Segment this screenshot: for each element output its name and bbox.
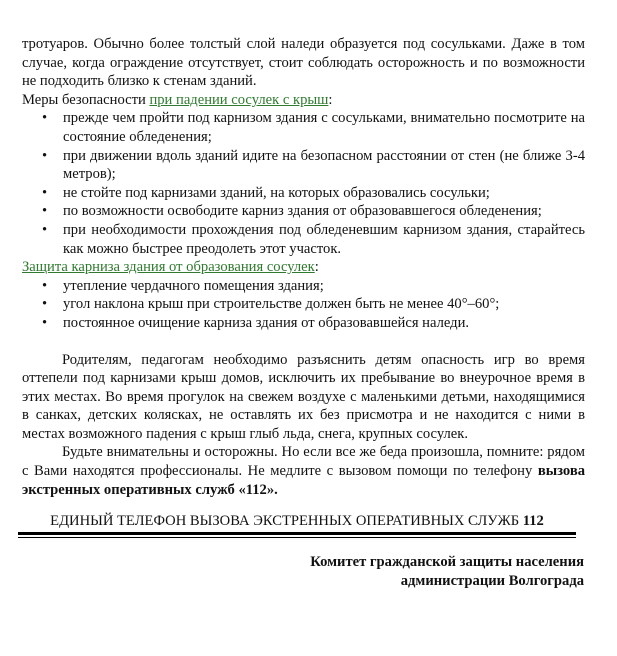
bullet-icon: • [42, 184, 48, 201]
list-item-text: угол наклона крыш при строительстве должен быть не менее 40°–60°; [63, 296, 500, 313]
hotline-banner [18, 513, 576, 530]
protection-heading-link[interactable]: Защита карниза здания от образования сосулек [22, 259, 315, 276]
bullet-icon: • [42, 221, 48, 238]
list-item [22, 109, 585, 146]
signature-line-1: Комитет гражданской защиты населения [310, 554, 584, 570]
closing-text: Будьте внимательны и осторожны. Но если все же беда произошла, помните: рядом с Вами находятся профессионалы. Не медлите с вызовом помощи по телефону [22, 444, 585, 480]
list-item-text: при движении вдоль зданий идите на безопасном расстоянии от стен (не ближе 3-4 метров); [63, 147, 585, 183]
list-item [22, 147, 585, 184]
bullet-icon: • [42, 203, 48, 220]
measures-heading-link[interactable]: при падении сосулек с крыш [149, 91, 329, 108]
list-item-text: утепление чердачного помещения здания; [63, 277, 324, 294]
closing-emphasis: вызова экстренных оперативных служб «112». [22, 463, 585, 498]
measures-list [22, 109, 585, 258]
parents-paragraph: Родителям, педагогам необходимо разъяснить детям опасность игр во время оттепели под карнизами крыш домов, исключить их пребывание во внеурочное время в этих местах. Во время прогулок на свежем воздухе с маленькими детьми, находящимися в санках, детских колясках, не оставлять их без присмотра и не находится с ними в местах возможного падения с крыш глыб льда, снега, крупных сосулек. [22, 351, 585, 442]
list-item-text: не стойте под карнизами зданий, на которых образовались сосульки; [63, 184, 490, 201]
bullet-icon: • [42, 147, 48, 164]
signature [310, 553, 584, 590]
list-item-text: постоянное очищение карниза здания от образовавшейся наледи. [63, 314, 470, 331]
protection-heading [22, 258, 585, 277]
list-item-text: прежде чем пройти под карнизом здания с сосульками, внимательно посмотрите на состояние обледенения; [63, 110, 585, 145]
bullet-icon: • [42, 314, 48, 331]
list-item [22, 314, 585, 333]
signature-line-2: администрации Волгограда [400, 572, 584, 589]
measures-heading [22, 91, 585, 110]
measures-heading-prefix: Меры безопасности [22, 91, 150, 108]
closing-paragraph [22, 443, 585, 499]
divider-thin [18, 537, 576, 538]
document-body [22, 35, 585, 499]
measures-heading-suffix: : [328, 91, 333, 108]
list-item [22, 202, 585, 221]
bullet-icon: • [42, 110, 48, 127]
hotline-text: ЕДИНЫЙ ТЕЛЕФОН ВЫЗОВА ЭКСТРЕННЫХ ОПЕРАТИВНЫХ СЛУЖБ [50, 513, 523, 529]
divider-thick [18, 532, 576, 535]
protection-list [22, 277, 585, 333]
hotline-number: 112 [522, 513, 544, 529]
list-item [22, 184, 585, 203]
spacer [22, 333, 585, 351]
list-item [22, 295, 585, 314]
list-item [22, 277, 585, 296]
list-item-text: при необходимости прохождения под обледеневшим карнизом здания, старайтесь как можно быстрее преодолеть этот участок. [63, 221, 585, 257]
bullet-icon: • [42, 296, 48, 313]
bullet-icon: • [42, 277, 48, 294]
list-item [22, 221, 585, 258]
list-item-text: по возможности освободите карниз здания от образовавшегося обледенения; [63, 203, 542, 220]
protection-heading-suffix: : [314, 259, 319, 276]
intro-paragraph: тротуаров. Обычно более толстый слой наледи образуется под сосульками. Даже в том случае, когда ограждение отсутствует, стоит соблюдать осторожность и по возможности не подходить близко к стенам зданий. [22, 36, 585, 90]
